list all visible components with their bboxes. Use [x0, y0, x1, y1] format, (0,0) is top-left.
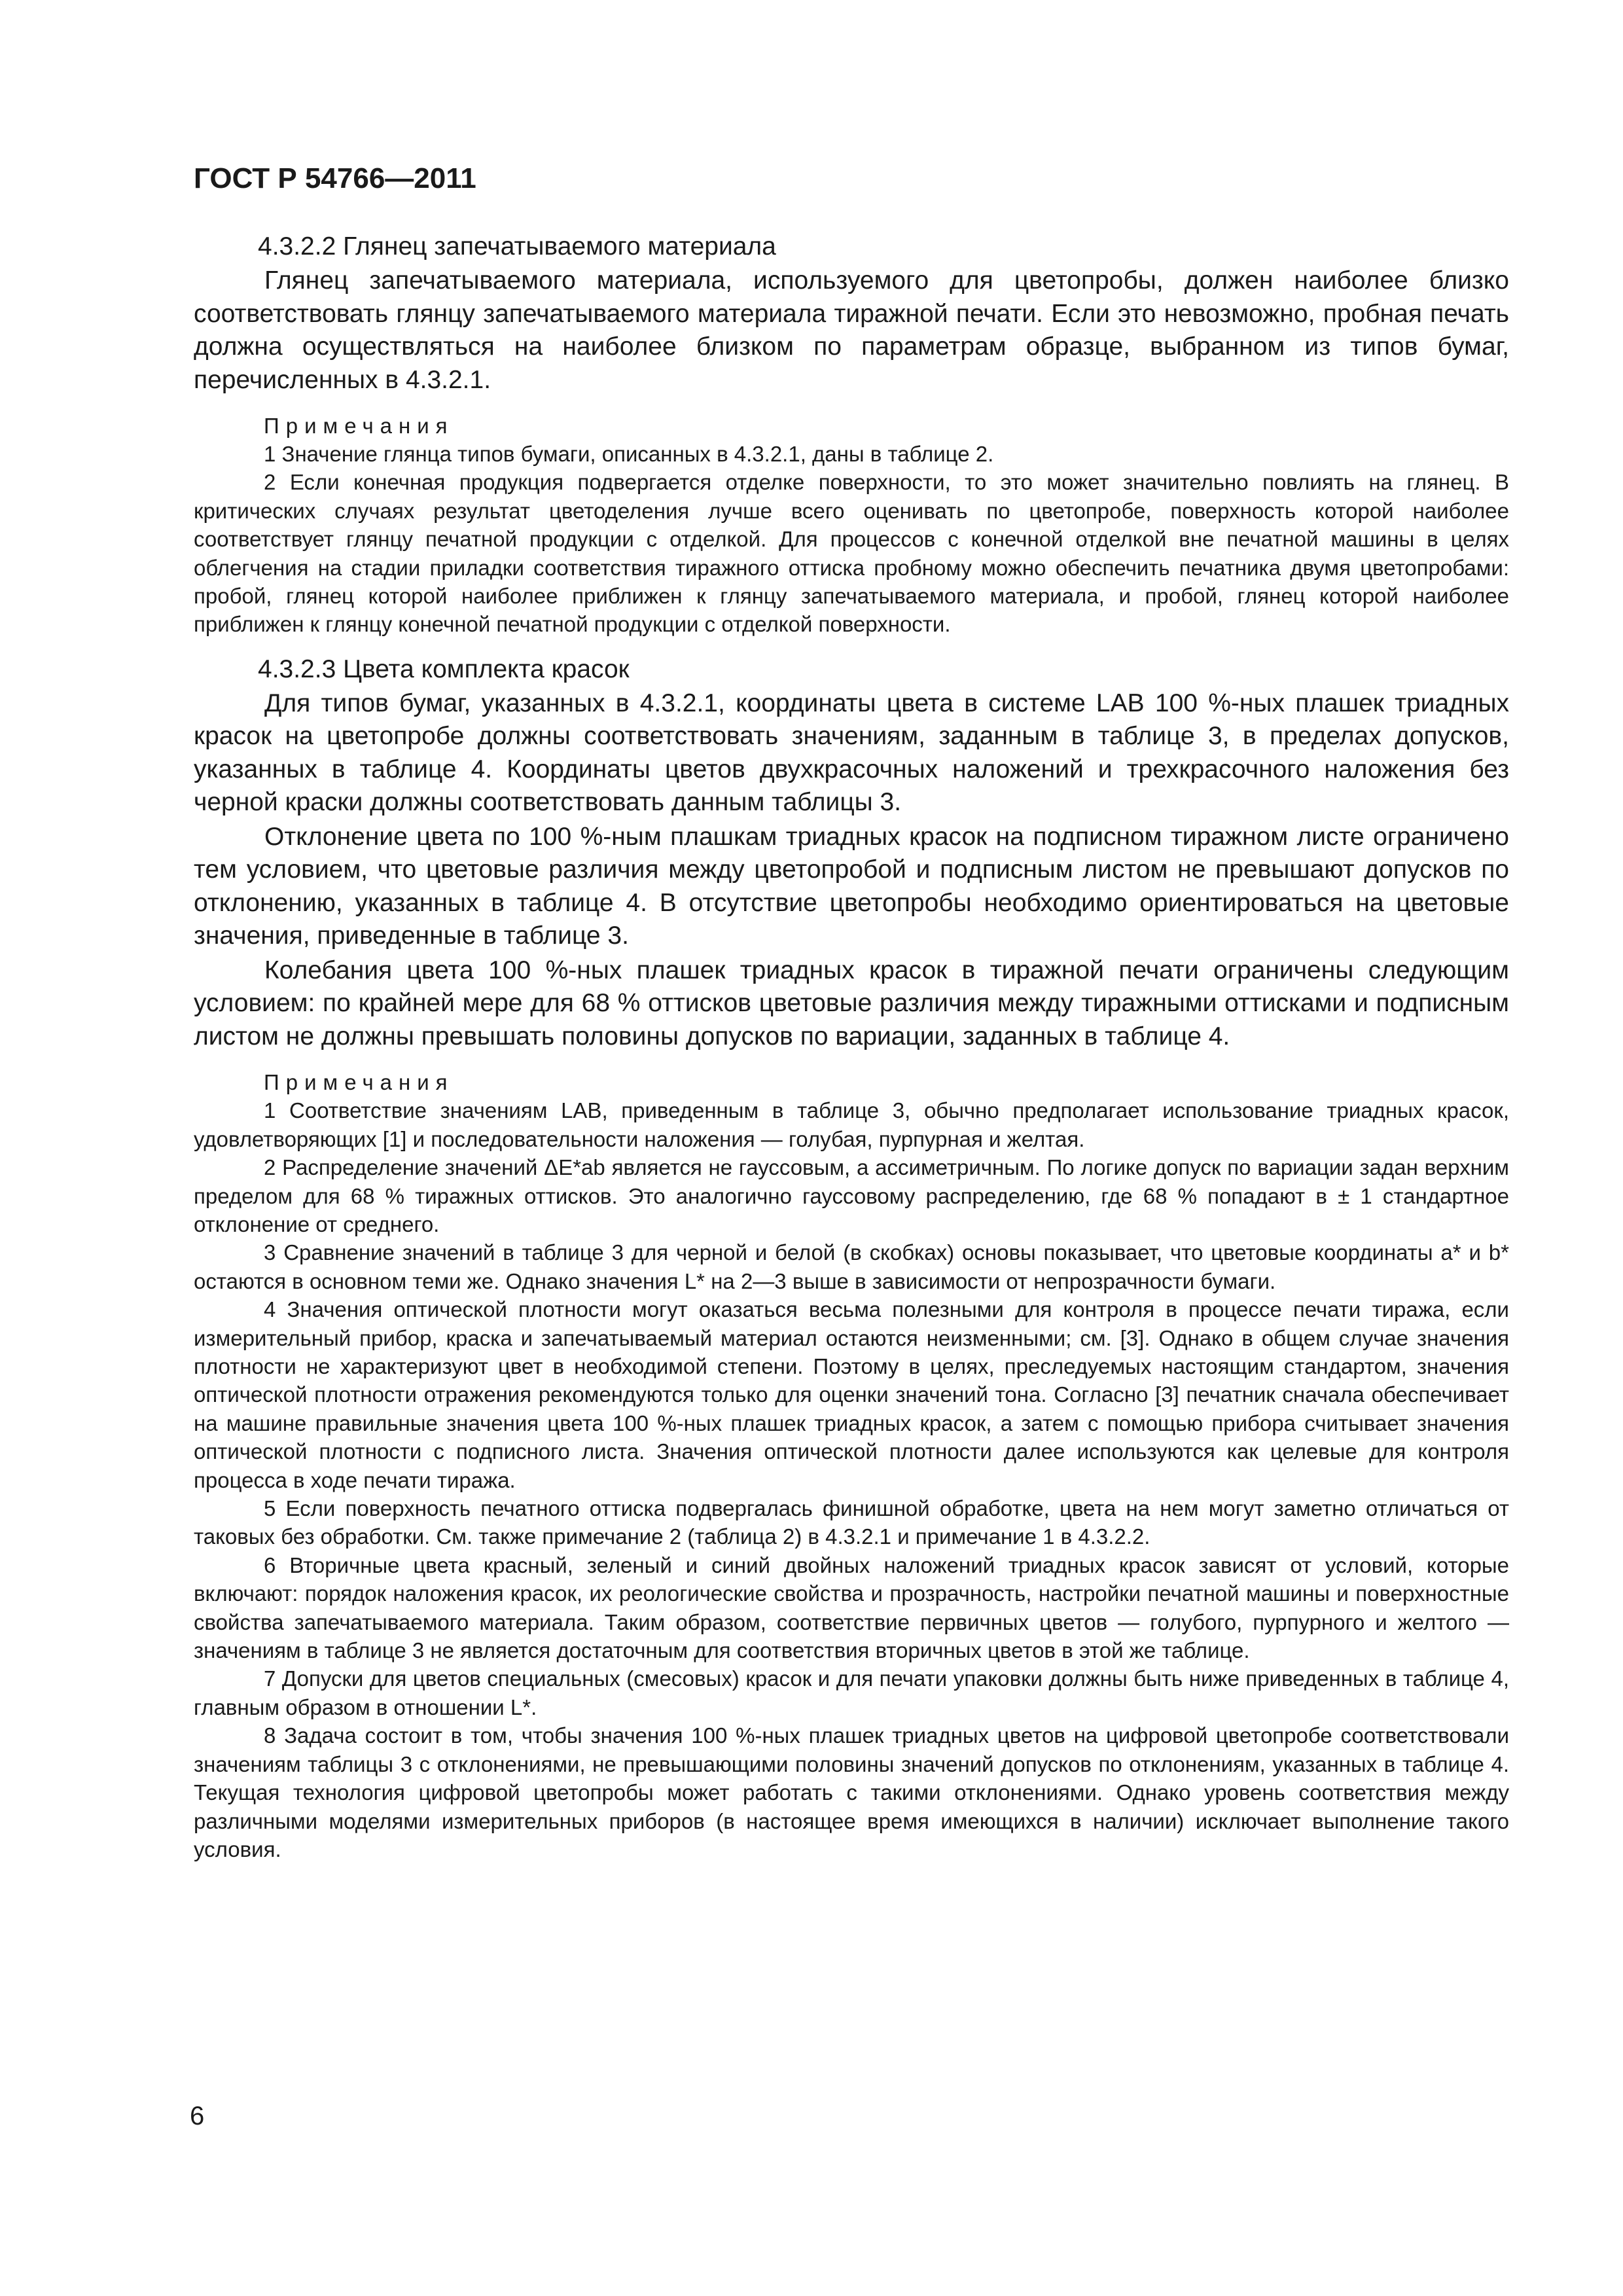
notes-heading-ink-colors: Примечания: [264, 1070, 454, 1095]
section-title-gloss: 4.3.2.2 Глянец запечатываемого материала: [258, 232, 776, 260]
note-ink-2: 2 Распределение значений ΔE*ab является не гауссовым, а ассиметричным. По логике допуск по вариации задан верхним пределом для 68 % тиражных оттисков. Это аналогично гауссовому распределению, где 68 % попадают в ± 1 стандартное отклонение от среднего.: [194, 1155, 1509, 1236]
note-ink-6: 6 Вторичные цвета красный, зеленый и синий двойных наложений триадных красок зависят от условий, которые включают: порядок наложения красок, их реологические свойства и прозрачность, настройки печатной машины и поверхностные свойства запечатываемого материала. Таким образом, соответствие первичных цветов — голубого, пурпурного и желтого — значениям в таблице 3 не является достаточным для соответствия вторичных цветов в этой же таблице.: [194, 1552, 1509, 1663]
note-ink-4: 4 Значения оптической плотности могут оказаться весьма полезными для контроля в процессе печати тиража, если измерительный прибор, краска и запечатываемый материал остаются неизменными; см. [3]. Однако в общем случае значения плотности не характеризуют цвет в необходимой степени. Поэтому в целях, преследуемых настоящим стандартом, значения оптической плотности отражения рекомендуются только для оценки значений тона. Согласно [3] печатник сначала обеспечивает на машине правильные значения цвета 100 %-ных плашек триадных красок, а затем с помощью прибора считывает значения оптической плотности с подписного листа. Значения оптической плотности далее используются как целевые для контроля процесса в ходе печати тиража.: [194, 1297, 1509, 1492]
notes-heading-gloss: Примечания: [264, 414, 454, 438]
note-ink-3: 3 Сравнение значений в таблице 3 для черной и белой (в скобках) основы показывает, что цветовые координаты a* и b* остаются в основном теми же. Однако значения L* на 2—3 выше в зависимости от непрозрачности бумаги.: [194, 1240, 1509, 1293]
standard-code-header: ГОСТ Р 54766—2011: [194, 162, 476, 194]
page-number: 6: [190, 2102, 205, 2130]
note-ink-5: 5 Если поверхность печатного оттиска подвергалась финишной обработке, цвета на нем могут заметно отличаться от таковых без обработки. См. также примечание 2 (таблица 2) в 4.3.2.1 и примечание 1 в 4.3.2.2.: [194, 1496, 1509, 1549]
paragraph-ink-colors-1: Для типов бумаг, указанных в 4.3.2.1, координаты цвета в системе LAB 100 %-ных плашек триадных красок на цветопробе должны соответствовать значениям, заданным в таблице 3, в пределах допусков, указанных в таблице 4. Координаты цветов двухкрасочных наложений и трехкрасочного наложения без черной краски должны соответствовать данным таблицы 3.: [194, 689, 1509, 817]
note-ink-7: 7 Допуски для цветов специальных (смесовых) красок и для печати упаковки должны быть ниже приведенных в таблице 4, главным образом в отношении L*.: [194, 1666, 1509, 1719]
note-gloss-1: 1 Значение глянца типов бумаги, описанных в 4.3.2.1, даны в таблице 2.: [264, 442, 994, 466]
paragraph-ink-colors-2: Отклонение цвета по 100 %-ным плашкам триадных красок на подписном тиражном листе ограничено тем условием, что цветовые различия между цветопробой и подписным листом не превышают допусков по отклонению, указанных в таблице 4. В отсутствие цветопробы необходимо ориентироваться на цветовые значения, приведенные в таблице 3.: [194, 822, 1509, 950]
paragraph-gloss: Глянец запечатываемого материала, используемого для цветопробы, должен наиболее близко соответствовать глянцу запечатываемого материала тиражной печати. Если это невозможно, пробная печать должна осуществляться на наиболее близком по параметрам образце, выбранном из типов бумаг, перечисленных в 4.3.2.1.: [194, 266, 1509, 394]
section-title-ink-colors: 4.3.2.3 Цвета комплекта красок: [258, 655, 630, 683]
paragraph-ink-colors-3: Колебания цвета 100 %-ных плашек триадных красок в тиражной печати ограничены следующим условием: по крайней мере для 68 % оттисков цветовые различия между тиражными оттисками и подписным листом не должны превышать половины допусков по вариации, заданных в таблице 4.: [194, 956, 1509, 1050]
note-gloss-2: 2 Если конечная продукция подвергается отделке поверхности, то это может значительно повлиять на глянец. В критических случаях результат цветоделения лучше всего оценивать по цветопробе, поверхность которой наиболее соответствует глянцу печатной продукции с отделкой. Для процессов с конечной отделкой вне печатной машины в целях облегчения на стадии приладки соответствия тиражного оттиска пробному можно обеспечить печатника двумя цветопробами: пробой, глянец которой наиболее приближен к глянцу запечатываемого материала, и пробой, глянец которой наиболее приближен к глянцу конечной печатной продукции с отделкой поверхности.: [194, 470, 1509, 637]
note-ink-8: 8 Задача состоит в том, чтобы значения 100 %-ных плашек триадных цветов на цифровой цветопробе соответствовали значениям таблицы 3 с отклонениями, не превышающими половины значений допусков по отклонениям, указанных в таблице 4. Текущая технология цифровой цветопробы может работать с такими отклонениями. Однако уровень соответствия между различными моделями измерительных приборов (в настоящее время имеющихся в наличии) исключает выполнение такого условия.: [194, 1723, 1509, 1861]
note-ink-1: 1 Соответствие значениям LAB, приведенным в таблице 3, обычно предполагает использование триадных красок, удовлетворяющих [1] и последовательности наложения — голубая, пурпурная и желтая.: [194, 1098, 1509, 1151]
page-content: [194, 230, 1509, 1863]
